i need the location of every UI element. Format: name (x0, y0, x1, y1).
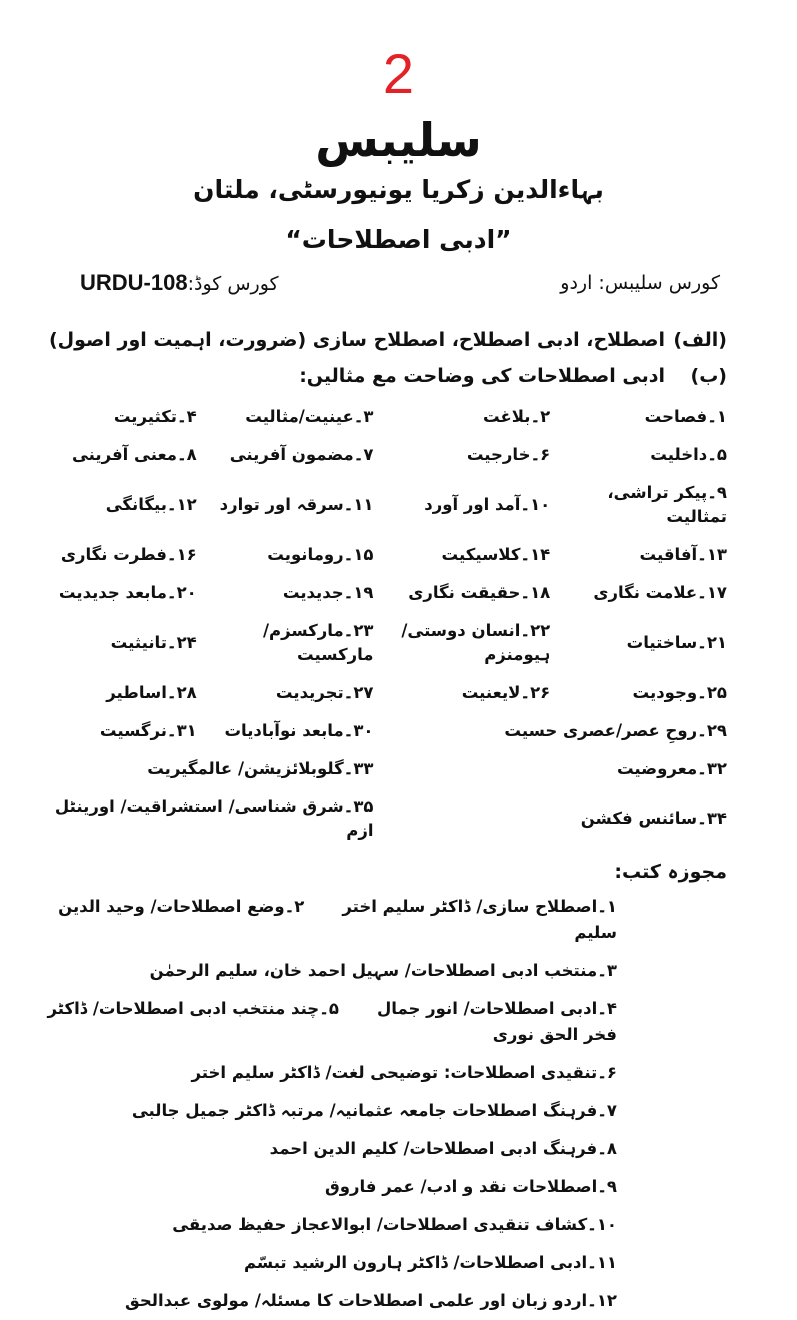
book-line (30, 1054, 617, 1092)
university-name: بہاءالدین زکریا یونیورسٹی، ملتان (193, 175, 604, 204)
term-item: ۵۔داخلیت (650, 445, 727, 464)
term-item: ۱۳۔آفاقیت (639, 545, 727, 564)
book-line (30, 990, 617, 1054)
term-item: ۹۔پیکر تراشی، تمثالیت (607, 483, 727, 526)
term-item: ۷۔مضمون آفرینی (229, 445, 374, 464)
course-name-label: کورس سلیبس: (598, 272, 720, 294)
book-item: ۹۔اصطلاحات نقد و ادب/ عمر فاروق (324, 1177, 617, 1196)
course-code (80, 266, 279, 301)
book-item: ۲۔وضع اصطلاحات/ وحید الدین سلیم (58, 897, 617, 942)
term-item: ۳۱۔نرگسیت (99, 721, 197, 740)
term-item: ۳۵۔شرق شناسی/ استشراقیت/ اورینٹل ازم (54, 797, 374, 840)
term-item: ۱۴۔کلاسیکیت (441, 545, 551, 564)
book-item: ۴۔ادبی اصطلاحات/ انور جمال (376, 999, 617, 1018)
term-item: ۸۔معنی آفرینی (71, 445, 197, 464)
term-item: ۱۰۔آمد اور آورد (424, 495, 551, 514)
term-item: ۲۵۔وجودیت (632, 683, 727, 702)
term-item: ۲۔بلاغت (483, 407, 551, 426)
book-item: ۷۔فرہنگ اصطلاحات جامعہ عثمانیہ/ مرتبہ ڈاکٹر جمیل جالبی (131, 1101, 617, 1120)
section-text: ادبی اصطلاحات کی وضاحت مع مثالیں: (299, 365, 665, 387)
course-info (80, 266, 720, 300)
terms-grid (30, 398, 727, 850)
term-item: ۲۴۔تانیثیت (110, 633, 197, 652)
term-item: ۳۲۔معروضیت (616, 759, 727, 778)
term-item: ۲۹۔روحِ عصر/عصری حسیت (504, 721, 727, 740)
subject-title: ”ادبی اصطلاحات“ (285, 225, 512, 254)
term-item: ۱۲۔بیگانگی (105, 495, 197, 514)
term-item: ۲۸۔اساطیر (106, 683, 197, 702)
section-text: اصطلاح، ادبی اصطلاح، اصطلاح سازی (ضرورت، اہمیت اور اصول) (48, 329, 665, 351)
term-item: ۱۸۔حقیقت نگاری (408, 583, 551, 602)
syllabus-content (30, 322, 727, 1320)
book-item: ۵۔چند منتخب ادبی اصطلاحات/ ڈاکٹر فخر الحق نوری (47, 999, 617, 1044)
course-code-value: URDU-108 (80, 270, 188, 295)
section-alif (30, 322, 727, 358)
section-label: (ب) (690, 365, 727, 387)
section-label: (الف) (673, 329, 727, 351)
book-item: ۱۱۔ادبی اصطلاحات/ ڈاکٹر ہارون الرشید تبسّم (243, 1253, 617, 1272)
book-line (30, 1244, 617, 1282)
book-line (30, 888, 617, 952)
book-item: ۱۰۔کشاف تنقیدی اصطلاحات/ ابوالاعجاز حفیظ صدیقی (172, 1215, 617, 1234)
book-item: ۱۲۔اردو زبان اور علمی اصطلاحات کا مسئلہ/ مولوی عبدالحق (124, 1291, 617, 1310)
term-item: ۳۰۔مابعد نوآبادیات (224, 721, 374, 740)
term-item: ۱۱۔سرقہ اور توارد (219, 495, 374, 514)
book-line (30, 1168, 617, 1206)
page-title: سلیبس (315, 113, 482, 167)
section-be (30, 358, 727, 394)
term-item: ۱۔فصاحت (644, 407, 727, 426)
term-item: ۲۰۔مابعد جدیدیت (58, 583, 197, 602)
term-item: ۳۔عینیت/مثالیت (245, 407, 374, 426)
books-list (30, 888, 727, 1320)
book-line (30, 952, 617, 990)
page-number: 2 (382, 42, 415, 105)
term-item: ۲۳۔مارکسزم/ مارکسیت (262, 621, 374, 664)
book-item: ۶۔تنقیدی اصطلاحات: توضیحی لغت/ ڈاکٹر سلیم اختر (191, 1063, 617, 1082)
book-line (30, 1282, 617, 1320)
book-item: ۸۔فرہنگ ادبی اصطلاحات/ کلیم الدین احمد (269, 1139, 617, 1158)
course-name-value: اردو (560, 272, 593, 294)
term-item: ۲۷۔تجریدیت (275, 683, 374, 702)
course-name (560, 266, 720, 300)
term-item: ۶۔خارجیت (466, 445, 551, 464)
book-item: ۳۔منتخب ادبی اصطلاحات/ سہیل احمد خان، سلیم الرحمٰن (149, 961, 617, 980)
book-item: ۱۔اصطلاح سازی/ ڈاکٹر سلیم اختر (342, 897, 617, 916)
term-item: ۱۶۔فطرت نگاری (60, 545, 197, 564)
term-item: ۲۶۔لایعنیت (461, 683, 551, 702)
book-line (30, 1130, 617, 1168)
term-item: ۱۷۔علامت نگاری (593, 583, 727, 602)
term-item: ۴۔تکثیریت (113, 407, 197, 426)
term-item: ۳۳۔گلوبلائزیشن/ عالمگیریت (147, 759, 374, 778)
book-line (30, 1206, 617, 1244)
term-item: ۲۱۔ساختیات (626, 633, 727, 652)
books-heading: مجوزہ کتب: (614, 861, 727, 883)
term-item: ۳۴۔سائنس فکشن (580, 809, 727, 828)
term-item: ۲۲۔انسان دوستی/ ہیومنزم (401, 621, 551, 664)
term-item: ۱۵۔رومانویت (267, 545, 374, 564)
course-code-label: کورس کوڈ: (187, 273, 279, 295)
term-item: ۱۹۔جدیدیت (282, 583, 374, 602)
book-line (30, 1092, 617, 1130)
